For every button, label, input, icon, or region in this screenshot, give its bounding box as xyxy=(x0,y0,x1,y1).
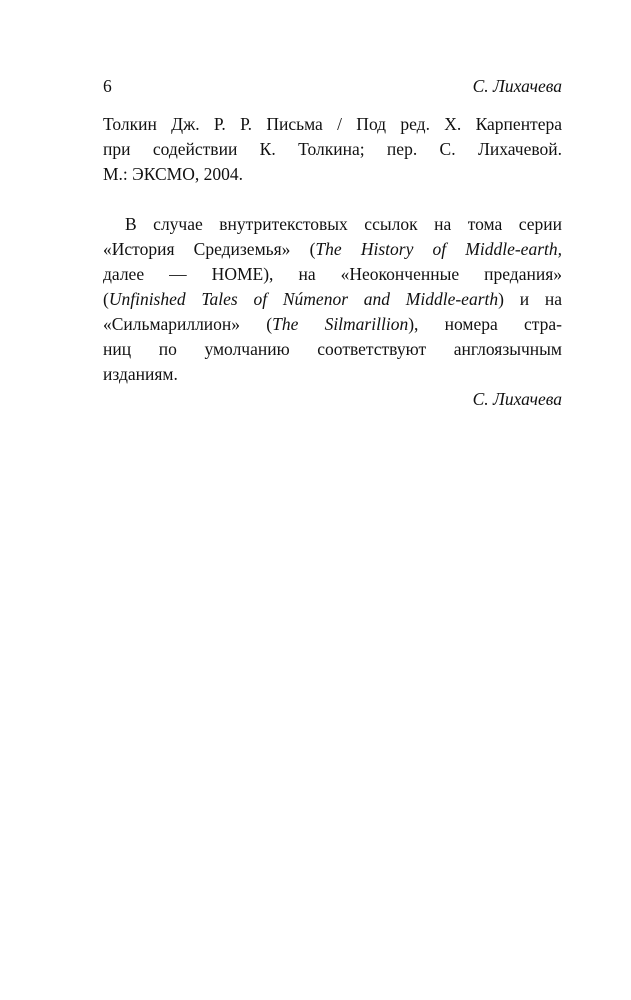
book-page xyxy=(103,74,562,412)
running-head-author: С. Лихачева xyxy=(472,76,562,96)
reference-note-paragraph xyxy=(103,212,562,387)
paragraph-line: далее — HOME), на «Неоконченные предания» xyxy=(103,264,562,284)
italic-title: Unfinished Tales of Númenor and Middle-earth xyxy=(108,289,499,309)
italic-title: The History of Middle-earth, xyxy=(315,239,563,259)
paragraph-line xyxy=(103,237,562,262)
page-number: 6 xyxy=(103,76,112,96)
signature: С. Лихачева xyxy=(472,389,562,409)
text-run: ( xyxy=(103,289,109,309)
text-run: ) и на xyxy=(498,289,562,309)
paragraph-line: изданиям. xyxy=(103,364,178,384)
bibliography-line: при содействии К. Толкина; пер. С. Лихачевой. xyxy=(103,139,562,159)
paragraph-line: ниц по умолчанию соответствуют англоязычным xyxy=(103,339,562,359)
text-run: «История Средиземья» ( xyxy=(103,239,316,259)
paragraph-line xyxy=(103,287,562,312)
bibliography-line: М.: ЭКСМО, 2004. xyxy=(103,164,243,184)
paragraph-line xyxy=(103,312,562,337)
bibliography-entry xyxy=(103,112,562,187)
bibliography-line: Толкин Дж. Р. Р. Письма / Под ред. Х. Карпентера xyxy=(103,114,562,134)
paragraph-line: В случае внутритекстовых ссылок на тома серии xyxy=(125,214,562,234)
text-run: «Сильмариллион» ( xyxy=(103,314,273,334)
italic-title: The Silmarillion xyxy=(272,314,409,334)
running-head xyxy=(103,74,562,98)
text-run: ), номера стра- xyxy=(408,314,562,334)
